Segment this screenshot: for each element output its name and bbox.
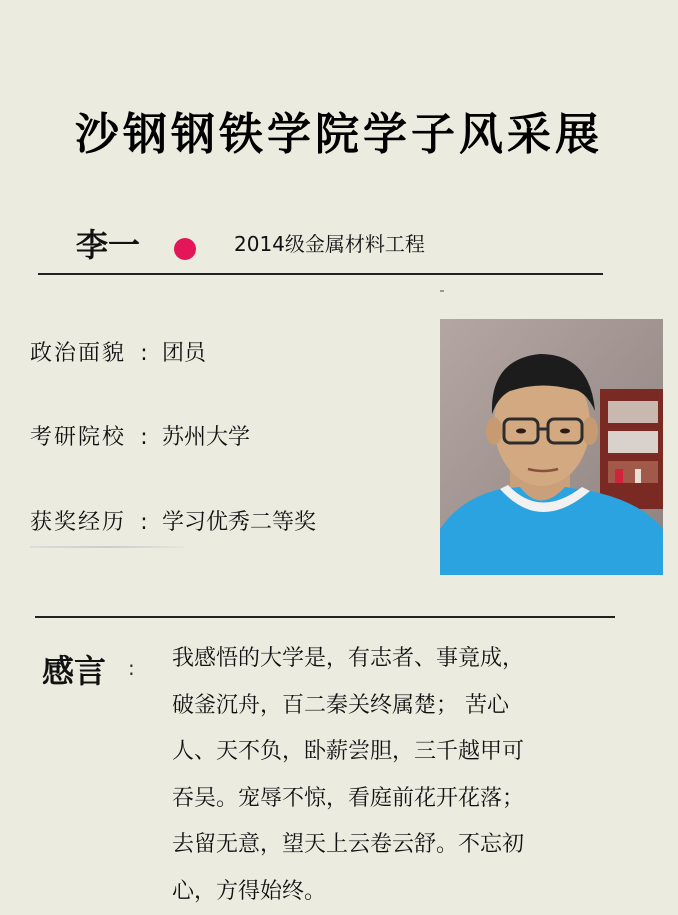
student-name: 李一 [76,220,140,266]
divider-middle [35,616,615,618]
student-photo [440,319,663,575]
page-title: 沙钢钢铁学院学子风采展 [0,98,678,162]
field-colon: : [126,341,162,366]
portrait-illustration [440,319,663,575]
field-awards [30,505,316,536]
field-colon: : [126,510,162,535]
motto-colon: : [128,656,135,680]
student-grade: 2014级金属材料工程 [234,228,425,257]
field-label: 获奖经历 [30,510,126,535]
field-value: 团员 [162,341,206,366]
field-label: 政治面貌 [30,341,126,366]
motto-line: 破釜沉舟，百二秦关终属楚； 苦心 [172,683,592,730]
field-colon: : [126,425,162,450]
field-value: 苏州大学 [162,425,250,450]
motto-line: 人、天不负，卧薪尝胆，三千越甲可 [172,729,592,776]
pink-dot-icon [174,238,196,260]
motto-line: 心，方得始终。 [172,869,592,915]
field-label: 考研院校 [30,425,126,450]
field-value: 学习优秀二等奖 [162,510,316,535]
motto-text [172,636,592,915]
motto-line: 去留无意，望天上云卷云舒。不忘初 [172,822,592,869]
divider-top [38,273,603,275]
motto-line: 我感悟的大学是，有志者、事竟成， [172,636,592,683]
divider-tick [440,290,444,292]
motto-label: 感言 [42,646,106,692]
faint-underline [30,546,185,548]
field-political-status [30,336,206,367]
field-graduate-school [30,420,250,451]
motto-line: 吞吴。宠辱不惊，看庭前花开花落； [172,776,592,823]
